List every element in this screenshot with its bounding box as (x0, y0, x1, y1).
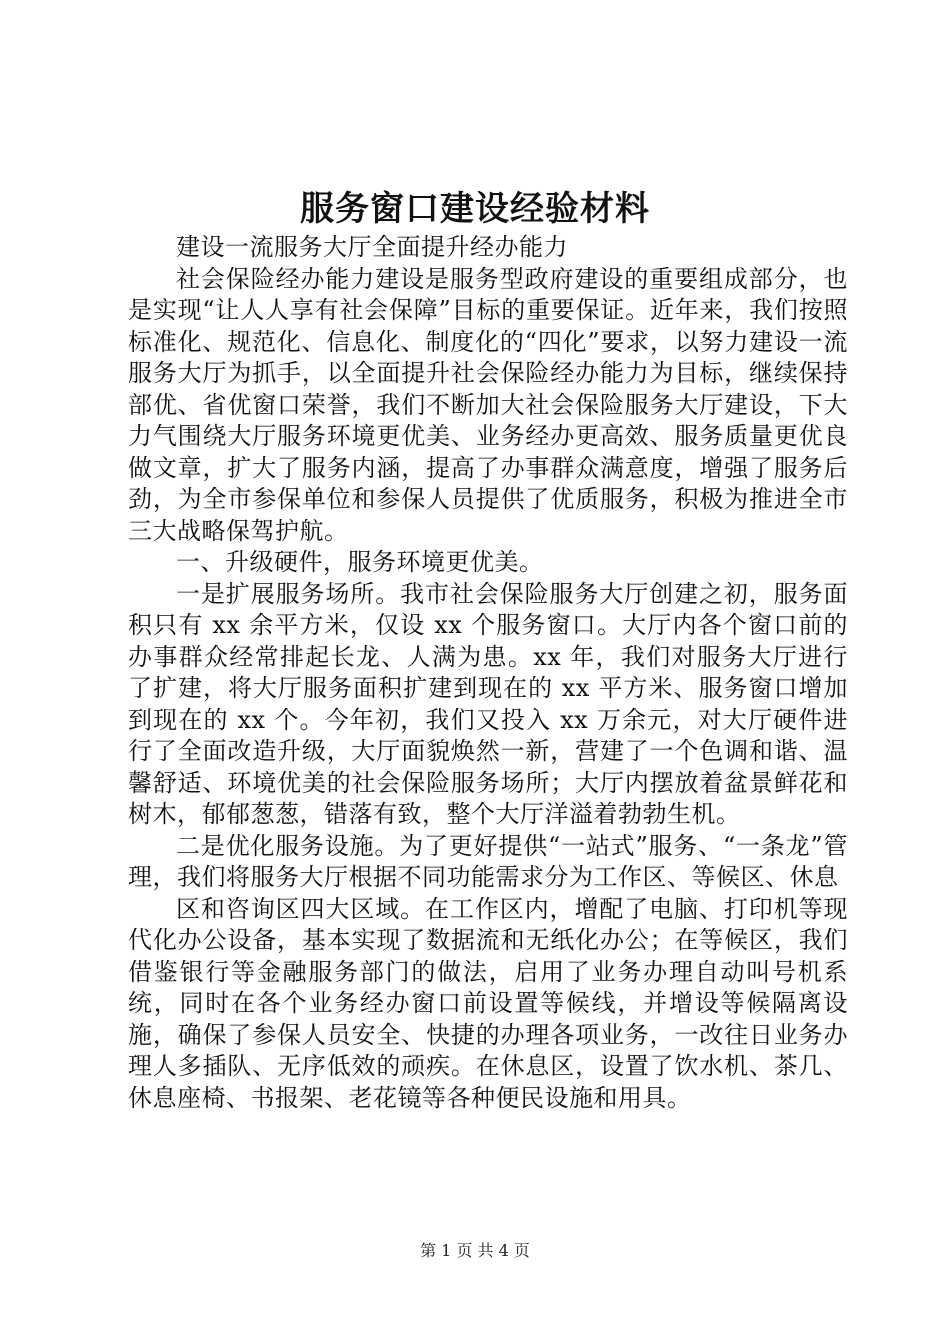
page-footer: 第 1 页 共 4 页 (420, 1241, 530, 1260)
body-paragraph: 区和咨询区四大区域。在工作区内，增配了电脑、打印机等现代化办公设备，基本实现了数据流和无纸化办公；在等候区，我们借鉴银行等金融服务部门的做法，启用了业务办理自动叫号机系统，同时在各个业务经办窗口前设置等候线，并增设等候隔离设施，确保了参保人员安全、快捷的办理各项业务，一改往日业务办理人多插队、无序低效的顽疾。在休息区，设置了饮水机、茶几、休息座椅、书报架、老花镜等各种便民设施和用具。 (128, 894, 848, 1112)
body-paragraph: 二是优化服务设施。为了更好提供“一站式”服务、“一条龙”管理，我们将服务大厅根据不同功能需求分为工作区、等候区、休息 (128, 831, 848, 891)
body-paragraph: 一是扩展服务场所。我市社会保险服务大厅创建之初，服务面积只有 xx 余平方米，仅设 xx 个服务窗口。大厅内各个窗口前的办事群众经常排起长龙、人满为患。xx 年，我们对服务大厅进行了扩建，将大厅服务面积扩建到现在的 xx 平方米、服务窗口增加到现在的 xx 个。今年初，我们又投入 xx 万余元，对大厅硬件进行了全面改造升级，大厅面貌焕然一新，营建了一个色调和谐、温馨舒适、环境优美的社会保险服务场所；大厅内摆放着盆景鲜花和树木，郁郁葱葱，错落有致，整个大厅洋溢着勃勃生机。 (128, 579, 848, 828)
document-body (128, 232, 848, 1114)
section-heading: 一、升级硬件，服务环境更优美。 (176, 548, 544, 576)
intro-paragraph: 社会保险经办能力建设是服务型政府建设的重要组成部分，也是实现“让人人享有社会保障”目标的重要保证。近年来，我们按照标准化、规范化、信息化、制度化的“四化”要求，以努力建设一流服务大厅为抓手，以全面提升社会保险经办能力为目标，继续保持部优、省优窗口荣誉，我们不断加大社会保险服务大厅建设，下大力气围绕大厅服务环境更优美、业务经办更高效、服务质量更优良做文章，扩大了服务内涵，提高了办事群众满意度，增强了服务后劲，为全市参保单位和参保人员提供了优质服务，积极为推进全市三大战略保驾护航。 (128, 264, 848, 545)
subtitle-paragraph: 建设一流服务大厅全面提升经办能力 (176, 233, 568, 261)
document-title: 服务窗口建设经验材料 (300, 189, 650, 229)
